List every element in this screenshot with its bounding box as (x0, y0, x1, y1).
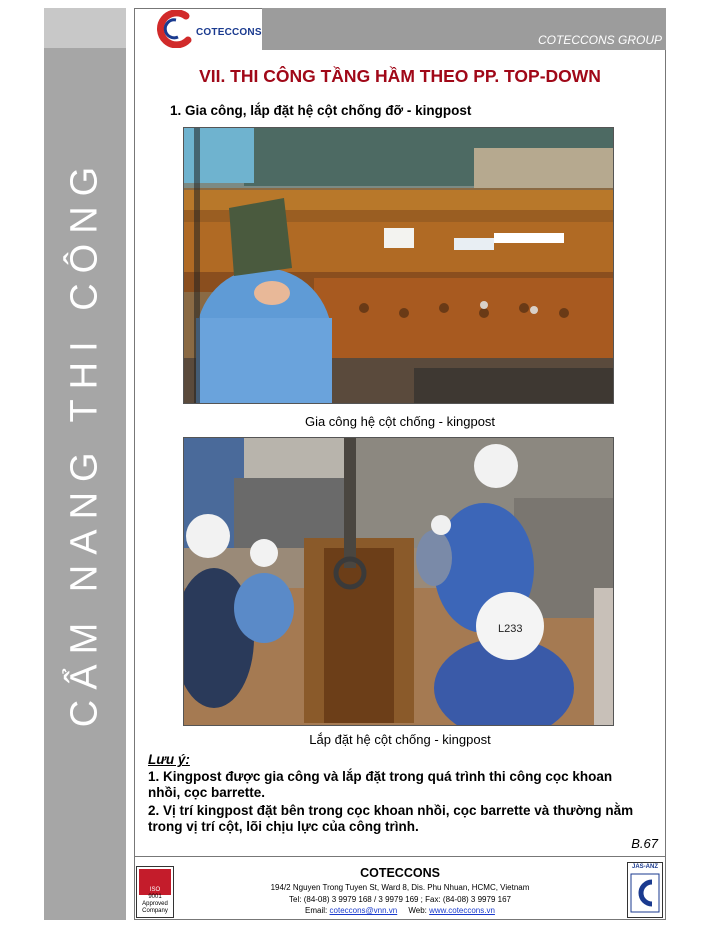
vertical-title: CẨM NANG THI CÔNG (63, 156, 106, 728)
photo-kingpost-installation (183, 437, 614, 726)
installation-photo-image (184, 438, 614, 726)
svg-text:L233: L233 (498, 623, 523, 635)
ias-logo-icon (628, 872, 662, 916)
footer-phone: Tel: (84-08) 3 9979 168 / 3 9979 169 ; Fax: (84-08) 3 9979 167 (289, 895, 511, 904)
photo-caption: Gia công hệ cột chống - kingpost (304, 414, 496, 429)
vqms-approved: Approved (142, 901, 168, 907)
vqms-iso: ISO (149, 887, 161, 893)
side-band-top (44, 8, 126, 48)
ias-anz-badge (627, 862, 663, 918)
footer-divider (134, 856, 666, 857)
page-number: B.67 (631, 836, 658, 851)
web-label: Web: (408, 906, 427, 915)
vqms-company: Company (142, 908, 168, 914)
photo-kingpost-fabrication (183, 127, 614, 404)
ias-label: JAS-ANZ (631, 864, 658, 870)
group-label: COTECCONS GROUP (537, 33, 662, 47)
subtitle: 1. Gia công, lắp đặt hệ cột chống đỡ - kingpost (170, 103, 472, 118)
note-item: 2. Vị trí kingpost đặt bên trong cọc khoan nhồi, cọc barrette và thường nằm trong vị trí cột, lõi chịu lực của công trình. (148, 803, 634, 834)
note-item: 1. Kingpost được gia công và lắp đặt trong quá trình thi công cọc khoan nhồi, cọc barrette. (148, 769, 613, 800)
fabrication-photo-image (184, 128, 614, 404)
email-label: Email: (305, 906, 328, 915)
footer-address: 194/2 Nguyen Trong Tuyen St, Ward 8, Dis. Phu Nhuan, HCMC, Vietnam (270, 883, 530, 892)
web-link[interactable]: www.coteccons.vn (429, 906, 495, 915)
logo-text: COTECCONS (196, 27, 262, 38)
section-title: VII. THI CÔNG TẦNG HẦM THEO PP. TOP-DOWN (199, 66, 601, 86)
email-link[interactable]: coteccons@vnn.vn (329, 906, 398, 915)
vqms-number: 9001 (148, 894, 162, 900)
footer-company: COTECCONS (360, 866, 440, 880)
footer-contact (134, 906, 666, 915)
photo-caption: Lắp đặt hệ cột chống - kingpost (309, 732, 491, 747)
note-label: Lưu ý: (148, 752, 190, 767)
